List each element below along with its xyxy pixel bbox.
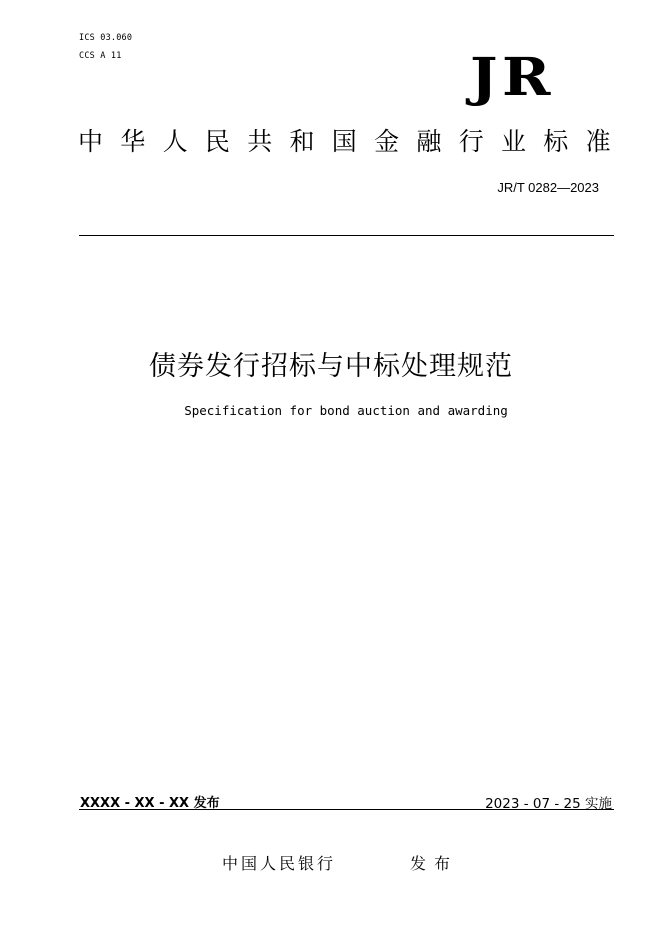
- standard-type-title: 中华人民共和国金融行业标准: [78, 127, 628, 156]
- document-title-en: Specification for bond auction and awarding: [184, 403, 508, 418]
- issue-label: 发布: [410, 854, 459, 873]
- implementation-date: 2023 - 07 - 25 实施: [485, 796, 612, 812]
- ccs-code: CCS A 11: [79, 51, 122, 61]
- jr-logo: JR: [470, 47, 555, 108]
- publish-date: XXXX - XX - XX 发布: [80, 796, 220, 811]
- issuing-authority: 中国人民银行: [222, 854, 337, 873]
- ics-code: ICS 03.060: [79, 33, 133, 43]
- standard-number: JR/T 0282—2023: [497, 180, 599, 195]
- footer-divider: [79, 809, 614, 810]
- header-divider: [79, 235, 614, 236]
- document-title-zh: 债券发行招标与中标处理规范: [149, 351, 513, 382]
